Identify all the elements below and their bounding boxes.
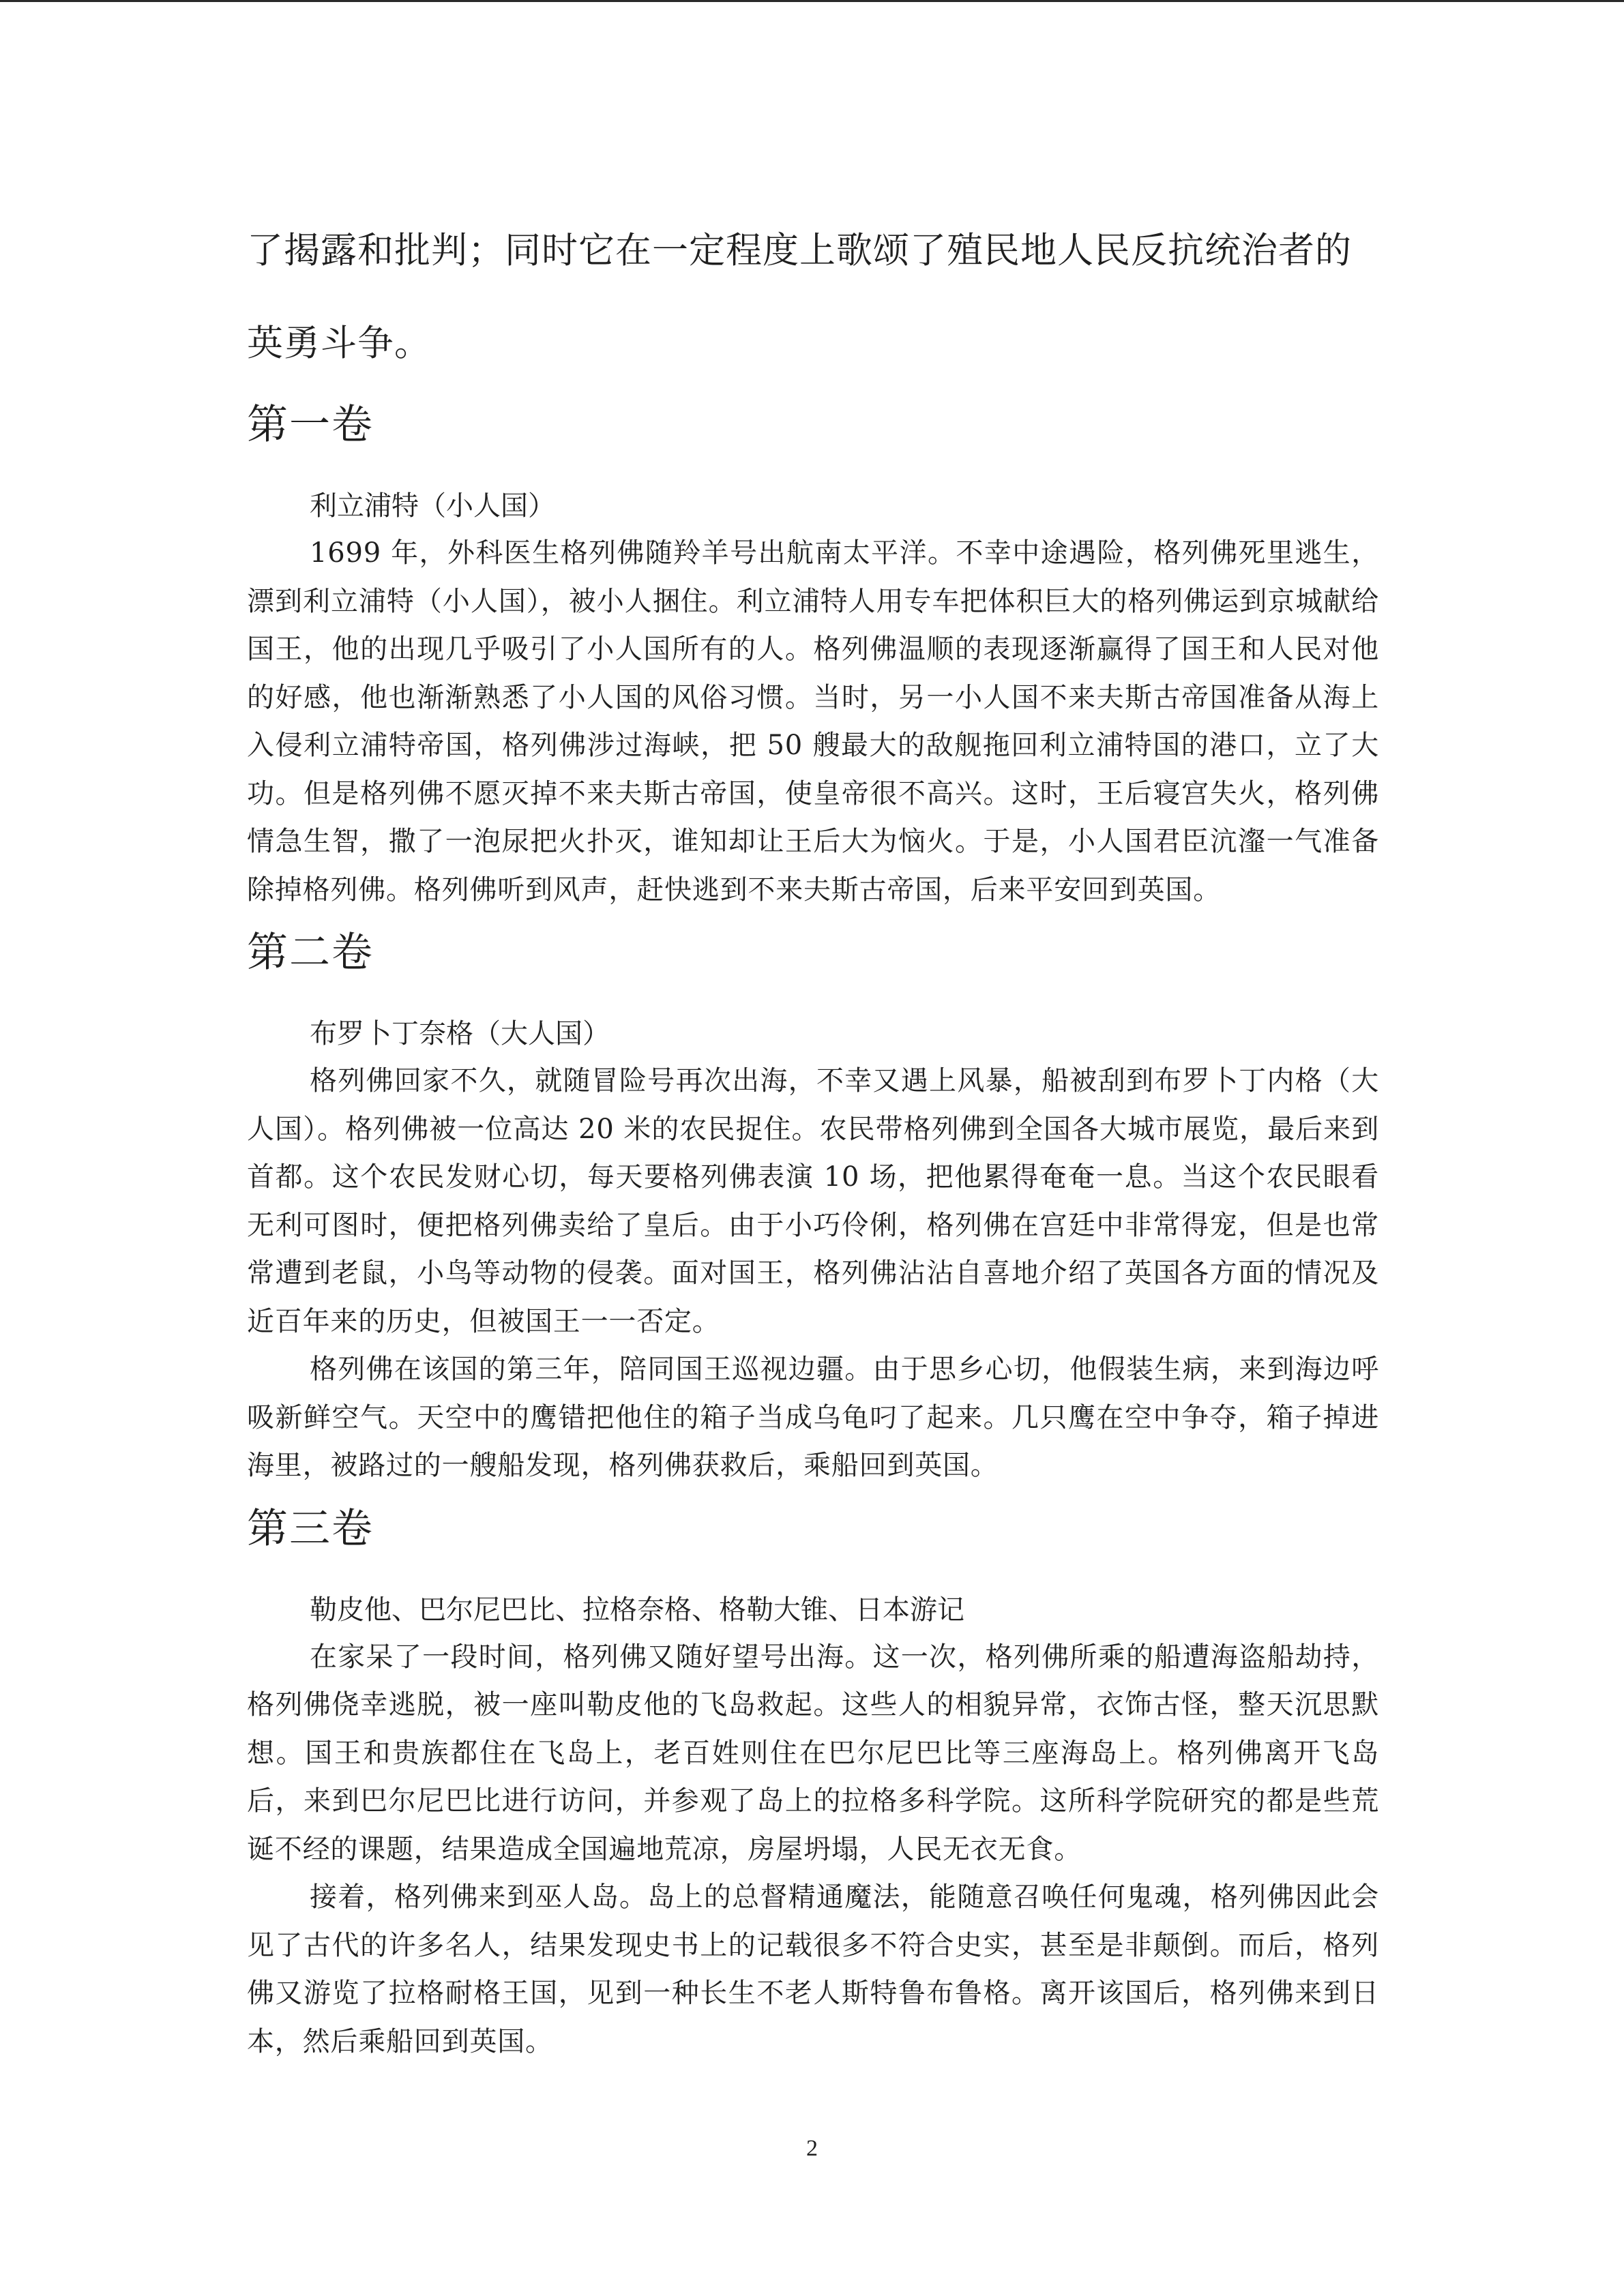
paragraph: 在家呆了一段时间，格列佛又随好望号出海。这一次，格列佛所乘的船遭海盗船劫持，格列佛侥幸逃脱，被一座叫勒皮他的飞岛救起。这些人的相貌异常，衣饰古怪，整天沉思默想。国王和贵族都住在飞岛上，老百姓则住在巴尔尼巴比等三座海岛上。格列佛离开飞岛后，来到巴尔尼巴比进行访问，并参观了岛上的拉格多科学院。这所科学院研究的都是些荒诞不经的课题，结果造成全国遍地荒凉，房屋坍塌，人民无衣无食。 — [247, 1641, 1379, 1865]
intro-paragraph: 了揭露和批判；同时它在一定程度上歌颂了殖民地人民反抗统治者的英勇斗争。 — [247, 230, 1352, 364]
top-border-line — [0, 0, 1624, 2]
section-volume-2 — [247, 922, 1379, 1490]
page-number: 2 — [806, 2136, 818, 2161]
document-page — [247, 205, 1379, 2066]
section-subtitle-volume-2: 布罗卜丁奈格（大人国） — [310, 1018, 610, 1049]
paragraph: 格列佛在该国的第三年，陪同国王巡视边疆。由于思乡心切，他假装生病，来到海边呼吸新鲜空气。天空中的鹰错把他住的箱子当成乌龟叼了起来。几只鹰在空中争夺，箱子掉进海里，被路过的一艘船发现，格列佛获救后，乘船回到英国。 — [247, 1354, 1379, 1481]
section-title-volume-1: 第一卷 — [247, 401, 374, 449]
section-subtitle-volume-1: 利立浦特（小人国） — [310, 490, 555, 522]
section-title-volume-3: 第三卷 — [247, 1504, 374, 1553]
paragraph: 接着，格列佛来到巫人岛。岛上的总督精通魔法，能随意召唤任何鬼魂，格列佛因此会见了古代的许多名人，结果发现史书上的记载很多不符合史实，甚至是非颠倒。而后，格列佛又游览了拉格耐格王国，见到一种长生不老人斯特鲁布鲁格。离开该国后，格列佛来到日本，然后乘船回到英国。 — [247, 1881, 1379, 2057]
section-subtitle-volume-3: 勒皮他、巴尔尼巴比、拉格奈格、格勒大锥、日本游记 — [310, 1594, 964, 1626]
section-title-volume-2: 第二卷 — [247, 929, 374, 976]
paragraph: 1699 年，外科医生格列佛随羚羊号出航南太平洋。不幸中途遇险，格列佛死里逃生，漂到利立浦特（小人国），被小人捆住。利立浦特人用专车把体积巨大的格列佛运到京城献给国王，他的出现几乎吸引了小人国所有的人。格列佛温顺的表现逐渐赢得了国王和人民对他的好感，他也渐渐熟悉了小人国的风俗习惯。当时，另一小人国不来夫斯古帝国准备从海上入侵利立浦特帝国，格列佛涉过海峡，把 50 艘最大的敌舰拖回利立浦特国的港口，立了大功。但是格列佛不愿灭掉不来夫斯古帝国，使皇帝很不高兴。这时，王后寝宫失火，格列佛情急生智，撒了一泡尿把火扑灭，谁知却让王后大为恼火。于是，小人国君臣沆瀣一气准备除掉格列佛。格列佛听到风声，赶快逃到不来夫斯古帝国，后来平安回到英国。 — [247, 537, 1379, 906]
section-volume-1 — [247, 394, 1379, 914]
section-volume-3 — [247, 1498, 1379, 2066]
paragraph: 格列佛回家不久，就随冒险号再次出海，不幸又遇上风暴，船被刮到布罗卜丁内格（大人国）。格列佛被一位高达 20 米的农民捉住。农民带格列佛到全国各大城市展览，最后来到首都。这个农民发财心切，每天要格列佛表演 10 场，把他累得奄奄一息。当这个农民眼看无利可图时，便把格列佛卖给了皇后。由于小巧伶俐，格列佛在宫廷中非常得宠，但是也常常遭到老鼠，小鸟等动物的侵袭。面对国王，格列佛沾沾自喜地介绍了英国各方面的情况及近百年来的历史，但被国王一一否定。 — [247, 1065, 1379, 1337]
